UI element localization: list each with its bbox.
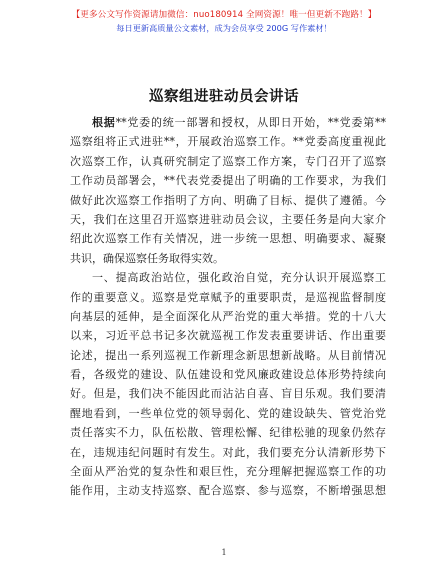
paragraph-1-line: 做好此次巡察工作指明了方向、明确了目标、提供了遵循。今 — [70, 193, 386, 207]
paragraph-1-line: 绍此次巡察工作有关情况，进一步统一思想、明确要求、凝聚 — [70, 232, 386, 246]
paragraph-2-line: 向基层的延伸，是全面深化从严治党的重大举措。党的十八大 — [70, 309, 386, 323]
paragraph-2-line: 全面从严治党的复杂性和艰巨性，充分理解把握巡察工作的功 — [70, 465, 386, 479]
page-number: 1 — [221, 548, 227, 557]
paragraph-2-line: 醒地看到，一些单位党的领导弱化、党的建设缺失、管党治党 — [70, 406, 386, 420]
paragraph-1-line-text: **党委的统一部署和授权，从即日开始，**党委第** — [115, 116, 386, 129]
paragraph-2-line: 看，各级党的建设、队伍建设和党风廉政建设总体形势持续向 — [70, 368, 386, 382]
paragraph-1-line: 次巡察工作，认真研究制定了巡察工作方案，专门召开了巡察 — [70, 154, 386, 168]
paragraph-2-line: 作的重要意义。巡察是党章赋予的重要职责，是巡视监督制度 — [70, 290, 386, 304]
promo-banner — [0, 9, 448, 35]
promo-banner-line1: 【更多公文写作资源请加微信：nuo180914 全网资源！唯一但更新不跑路！】 — [71, 10, 377, 20]
paragraph-2-line: 以来，习近平总书记多次就巡视工作发表重要讲话、作出重要 — [70, 329, 386, 343]
paragraph-2-line: 好。但是，我们决不能因此而沾沾自喜、盲目乐观。我们要清 — [70, 387, 386, 401]
paragraph-2-line: 责任落实不力，队伍松散、管理松懈、纪律松驰的现象仍然存 — [70, 426, 386, 440]
paragraph-2-line: 能作用，主动支持巡察、配合巡察、参与巡察，不断增强思想 — [70, 484, 386, 498]
document-body — [70, 113, 386, 501]
paragraph-1-line: 共识，确保巡察任务取得实效。 — [70, 251, 224, 265]
paragraph-1-line: 工作动员部署会，**代表党委提出了明确的工作要求，为我们 — [70, 174, 386, 188]
paragraph-1-line — [70, 113, 386, 132]
document-title: 巡察组进驻动员会讲话 — [149, 89, 299, 105]
paragraph-2-line: 论述，提出一系列巡视工作新理念新思想新战略。从目前情况 — [70, 348, 386, 362]
paragraph-2-line: 一、提高政治站位，强化政治自觉，充分认识开展巡察工 — [92, 271, 386, 285]
paragraph-2-line: 在，违规违纪问题时有发生。对此，我们要充分认清新形势下 — [70, 445, 386, 459]
promo-banner-line2: 每日更新高质量公文素材，成为会员享受 200G 写作素材！ — [116, 23, 332, 33]
paragraph-1-line: 天，我们在这里召开巡察进驻动员会议，主要任务是向大家介 — [70, 212, 386, 226]
paragraph-1-lead: 根据 — [92, 116, 116, 129]
paragraph-1-line: 巡察组将正式进驻**，开展政治巡察工作。**党委高度重视此 — [70, 135, 386, 149]
